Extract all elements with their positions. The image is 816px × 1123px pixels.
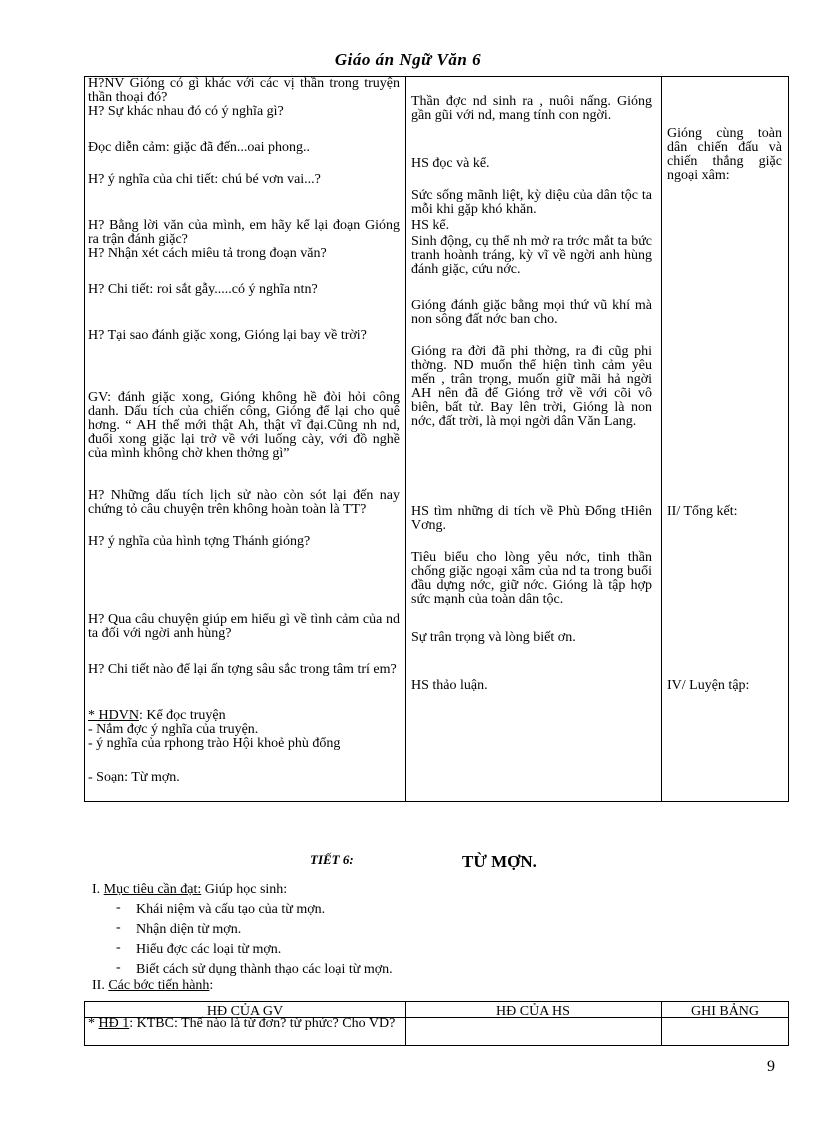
student-answer: HS tìm những di tích về Phù Đổng tHiên Vơng.	[411, 504, 652, 533]
homework-label: * HDVN	[88, 708, 139, 723]
objectives-line: I. Mục tiêu cần đạt: Giúp học sinh:	[92, 882, 288, 897]
student-answer: Gióng ra đời đã phi thờng, ra đi cũg phi thờng. ND muốn thể hiện tình cảm yêu mến , trân trọng, muốn giữ mãi hả ngời AH nên đã để Gióng trở về với cõi vô biên, bất tử. Bay lên trời, Gióng là non nớc, đất trời, là mọi ngời dân Văn Lang.	[411, 344, 652, 429]
document-header-title: Giáo án Ngữ Văn 6	[334, 50, 482, 69]
student-answer: HS đọc và kể.	[411, 156, 490, 171]
homework-item: - Nắm đợc ý nghĩa của truyện.	[88, 722, 259, 737]
bullet-marker: -	[116, 920, 121, 935]
student-answer: Thần đợc nd sinh ra , nuôi nấng. Gióng gần gũi với nd, mang tính con ngời.	[411, 94, 652, 123]
teacher-question: H? Qua câu chuyện giúp em hiểu gì về tình cảm của nd ta đối với ngời anh hùng?	[88, 612, 400, 641]
header-student: HĐ CỦA HS	[496, 1004, 570, 1017]
teacher-question: H? Chi tiết nào để lại ấn tợng sâu sắc trong tâm trí em?	[88, 662, 397, 677]
lesson-number: TIẾT 6:	[310, 852, 354, 867]
column-divider	[405, 77, 406, 801]
objective-item: Biết cách sử dụng thành thạo các loại từ mợn.	[136, 962, 393, 977]
teacher-note: GV: đánh giặc xong, Gióng không hề đòi hỏi công danh. Dấu tích của chiến công, Gióng để lại cho quê hơng. “ AH thế mới thật Ah, thật vĩ đại.Cũng nh nd, đuổi xong giặc lại trở về với luống cày, với đồ nghề của mình không chờ khen thởng gì”	[88, 390, 400, 461]
student-answer: Sự trân trọng và lòng biết ơn.	[411, 630, 576, 645]
page-number: 9	[767, 1058, 775, 1075]
steps-line: II. Các bớc tiến hành:	[92, 978, 214, 993]
lesson-title: TỪ MỢN.	[462, 852, 537, 871]
teacher-question: H? Những dấu tích lịch sử nào còn sót lại đến nay chứng tỏ câu chuyện trên không hoàn toàn là TT?	[88, 488, 400, 517]
column-divider	[661, 77, 662, 801]
objective-item: Khái niệm và cấu tạo của từ mợn.	[136, 902, 326, 917]
homework-text: : Kể đọc truyện	[138, 708, 226, 723]
homework-heading	[88, 709, 400, 723]
teacher-question: H? Bằng lời văn của mình, em hãy kể lại đoạn Gióng ra trận đánh giặc?	[88, 218, 400, 247]
student-answer: HS kể.	[411, 218, 450, 233]
objective-item: Hiểu đợc các loại từ mợn.	[136, 942, 282, 957]
board-section-heading: II/ Tổng kết:	[667, 504, 738, 519]
teacher-question: H? Chi tiết: roi sắt gẫy.....có ý nghĩa ntn?	[88, 282, 318, 297]
student-answer: HS thảo luận.	[411, 678, 488, 693]
steps-heading: Các bớc tiến hành	[108, 978, 210, 993]
student-answer: Sức sống mãnh liệt, kỳ diệu của dân tộc ta mỗi khi gặp khó khăn.	[411, 188, 652, 217]
homework-item: - ý nghĩa của rphong trào Hội khoẻ phù đổng	[88, 736, 341, 751]
teacher-question: H? Sự khác nhau đó có ý nghĩa gì?	[88, 104, 284, 119]
teacher-question: H?NV Gióng có gì khác với các vị thần trong truyện thần thoại đó?	[88, 76, 400, 105]
header-teacher: HĐ CỦA GV	[206, 1004, 284, 1017]
teacher-question: H? ý nghĩa của chi tiết: chú bé vơn vai...?	[88, 172, 321, 187]
board-note: Gióng cùng toàn dân chiến đấu và chiến thắng giặc ngoại xâm:	[667, 126, 782, 183]
bullet-marker: -	[116, 940, 121, 955]
activity-label: HĐ 1	[98, 1016, 130, 1031]
student-answer: Gióng đánh giặc bằng mọi thứ vũ khí mà non sông đất nớc ban cho.	[411, 298, 652, 327]
student-answer: Tiêu biểu cho lòng yêu nớc, tinh thần chống giặc ngoại xâm của nd ta trong buổi đầu dựng nớc, giữ nớc. Gióng là tập hợp sức mạnh của toàn dân tộc.	[411, 550, 652, 607]
board-section-heading: IV/ Luyện tập:	[667, 678, 750, 693]
objective-item: Nhận diện từ mợn.	[136, 922, 242, 937]
activity-row-1: * HĐ 1: KTBC: Thế nào là từ đơn? từ phức? Cho VD?	[88, 1016, 396, 1031]
student-answer: Sinh động, cụ thể nh mở ra trớc mắt ta bức tranh hoành tráng, kỳ vĩ về ngời anh hùng đánh giặc, cứu nớc.	[411, 234, 652, 277]
objectives-heading: Mục tiêu cần đạt:	[103, 882, 202, 897]
teacher-question: H? Nhận xét cách miêu tả trong đoạn văn?	[88, 246, 327, 261]
bullet-marker: -	[116, 960, 121, 975]
bullet-marker: -	[116, 900, 121, 915]
teacher-question: Đọc diễn cảm: giặc đã đến...oai phong..	[88, 140, 310, 155]
header-board: GHI BẢNG	[690, 1004, 760, 1017]
teacher-question: H? ý nghĩa của hình tợng Thánh gióng?	[88, 534, 311, 549]
teacher-question: H? Tại sao đánh giặc xong, Gióng lại bay về trời?	[88, 328, 367, 343]
homework-item: - Soạn: Từ mợn.	[88, 770, 180, 785]
